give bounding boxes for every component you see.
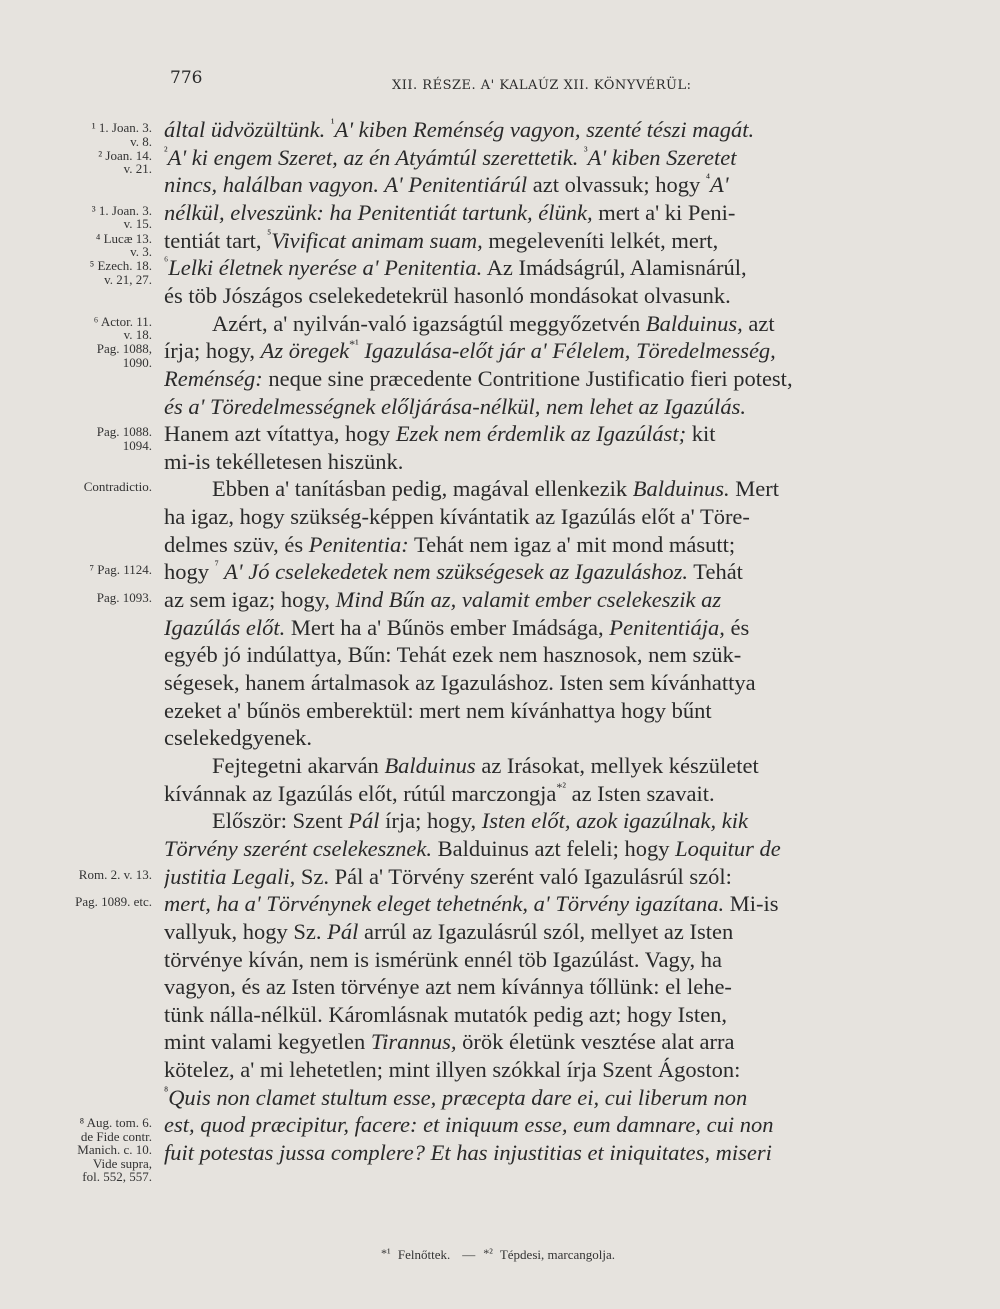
text-span: tentiát tart,: [164, 227, 268, 253]
italic-text: Balduinus,: [645, 310, 743, 336]
italic-text: A' kiben Szeretet: [587, 144, 737, 170]
text-span: Tehát nem igaz a' mit mond másutt;: [408, 531, 736, 557]
text-line: [212, 808, 877, 834]
footnotes: [0, 1247, 1000, 1263]
text-line: [164, 1140, 877, 1166]
text-span: kit: [686, 421, 716, 447]
text-line: [164, 1085, 877, 1111]
text-line: [164, 504, 877, 530]
text-span: Hanem azt vítattya, hogy: [164, 421, 396, 447]
reference-mark: ²: [164, 144, 168, 158]
footnote-text: Tépdesi, marcangolja.: [496, 1247, 615, 1262]
reference-mark: ³: [583, 144, 588, 158]
text-line: [164, 449, 877, 475]
italic-text: Penitentiája,: [609, 614, 725, 640]
text-span: vagyon, és az Isten törvénye azt nem kívánnya tőllünk: el lehe-: [164, 974, 732, 1000]
text-line: [164, 864, 877, 890]
italic-text: A' kiben Reménség vagyon, szenté tészi magát.: [334, 117, 755, 142]
text-span: tünk nálla-nélkül. Káromlásnak mutatók pedig azt; hogy Isten,: [164, 1001, 727, 1027]
text-line: [164, 642, 877, 668]
text-line: [164, 836, 877, 862]
footnote-mark: *²: [483, 1246, 493, 1260]
text-line: [164, 1112, 877, 1138]
text-line: [164, 283, 877, 309]
italic-text: est, quod præcipitur, facere: et iniquum esse, eum damnare, cui non: [164, 1112, 774, 1138]
text-line: [164, 394, 877, 420]
text-span: az Irásokat, mellyek készületet: [475, 752, 759, 778]
text-line: [164, 421, 877, 447]
text-line: [164, 228, 877, 254]
italic-text: Ezek nem érdemlik az Igazúlást;: [395, 421, 687, 447]
text-span: megeleveníti lelkét, mert,: [482, 227, 719, 253]
text-line: [164, 200, 877, 226]
italic-text: Tirannus,: [370, 1029, 457, 1055]
italic-text: által üdvözültünk.: [164, 117, 331, 142]
text-span: és töb Jószágos cselekedetekrül hasonló mondásokat olvasunk.: [164, 282, 731, 308]
text-span: Azért, a' nyilván-való igazságtúl meggyőzetvén: [212, 310, 646, 336]
italic-text: Igazúlás előt.: [164, 614, 286, 640]
text-span: cselekedgyenek.: [164, 725, 313, 751]
margin-note: ⁴ Lucæ 13. v. 3.: [95, 230, 152, 260]
italic-text: mert, ha a' Törvénynek eleget tehetnénk, a' Törvény igazítana.: [164, 891, 725, 917]
italic-text: justitia Legali,: [164, 863, 296, 889]
italic-text: Quis non clamet stultum esse, præcepta dare ei, cui liberum non: [168, 1084, 748, 1110]
italic-text: A': [710, 172, 729, 198]
margin-note: ⁶ Actor. 11. v. 18.: [93, 313, 152, 343]
text-line: [164, 532, 877, 558]
reference-mark: ⁴: [705, 172, 711, 186]
page-number: 776: [170, 68, 203, 88]
italic-text: Balduinus.: [632, 476, 730, 502]
text-span: Először: Szent: [212, 808, 349, 834]
margin-note: Pag. 1093.: [96, 590, 152, 606]
text-line: [164, 145, 877, 171]
text-span: Tehát: [688, 559, 743, 585]
text-line: [164, 781, 877, 807]
text-line: [164, 891, 877, 917]
text-line: [164, 117, 877, 143]
text-span: Az Imádságrúl, Alamisnárúl,: [482, 255, 747, 281]
page-header: [0, 62, 1000, 102]
text-span: ha igaz, hogy szükség-képpen kívántatik az Igazúlás előt a' Töre-: [164, 504, 750, 530]
margin-note: Pag. 1088. 1094.: [96, 424, 152, 453]
footnote: [381, 1247, 454, 1262]
italic-text: Mind Bűn az, valamit ember cselekeszik az: [335, 587, 722, 613]
reference-mark: ¹: [330, 117, 335, 130]
text-span: törvénye kíván, nem is ismérünk ennél töb Igazúlást. Vagy, ha: [164, 946, 722, 972]
text-span: és: [724, 614, 750, 640]
text-span: Balduinus azt feleli; hogy: [432, 835, 676, 861]
text-line: [164, 338, 877, 364]
italic-text: Loquitur de: [675, 835, 781, 861]
running-head: XII. RÉSZE. A' KALAÚZ XII. KÖNYVÉRÜL:: [392, 78, 692, 93]
text-span: örök életünk vesztése alat arra: [456, 1029, 735, 1055]
italic-text: A' ki engem Szeret, az én Atyámtúl szerettetik.: [167, 144, 584, 170]
text-span: Mert ha a' Bűnös ember Imádsága,: [285, 614, 610, 640]
text-span: hogy: [164, 559, 215, 585]
text-span: neque sine præcedente Contritione Justificatio fieri potest,: [262, 365, 793, 391]
footnote-mark: *¹: [381, 1246, 391, 1260]
italic-text: nélkül, elveszünk: ha Penitentiát tartunk, élünk,: [164, 199, 593, 225]
footnote-separator: —: [462, 1247, 476, 1262]
text-line: [164, 559, 877, 585]
text-line: [164, 366, 877, 392]
reference-mark: ⁷: [214, 559, 219, 573]
italic-text: Az öregek: [260, 338, 350, 364]
reference-mark: *¹: [349, 338, 359, 352]
margin-note: ¹ 1. Joan. 3. v. 8.: [91, 120, 152, 149]
text-span: ségesek, hanem ártalmasok az Igazuláshoz. Isten sem kívánhattya: [164, 670, 756, 695]
reference-mark: ⁶: [164, 255, 169, 269]
text-span: írja; hogy,: [164, 338, 261, 364]
footnote-text: Felnőttek.: [394, 1247, 451, 1262]
text-line: [164, 947, 877, 973]
italic-text: Igazulása-előt jár a' Félelem, Töredelmesség,: [358, 338, 776, 364]
margin-note: Pag. 1089. etc.: [75, 894, 152, 910]
text-line: [164, 1002, 877, 1028]
italic-text: Lelki életnek nyerése a' Penitentia.: [168, 255, 483, 281]
text-span: Sz. Pál a' Törvény szerént való Igazulásrúl szól:: [295, 863, 732, 889]
italic-text: Penitentia:: [308, 531, 409, 557]
text-line: [164, 670, 877, 696]
italic-text: Balduinus: [384, 752, 476, 778]
text-line: [212, 476, 877, 502]
footnote: [483, 1247, 619, 1262]
text-line: [164, 615, 877, 641]
italic-text: A' Jó cselekedetek nem szükségesek az Igazuláshoz.: [218, 559, 689, 585]
text-span: ezeket a' bűnös emberektül: mert nem kívánhattya hogy bűnt: [164, 697, 712, 723]
reference-mark: ⁵: [267, 227, 272, 241]
text-line: [164, 1029, 877, 1055]
text-span: delmes szüv, és: [164, 531, 309, 557]
text-span: Ebben a' tanításban pedig, magával ellenkezik: [212, 476, 633, 502]
text-line: [164, 919, 877, 945]
text-span: Mert: [729, 476, 780, 502]
margin-note: ³ 1. Joan. 3. v. 15.: [91, 202, 152, 232]
italic-text: Törvény szerént cselekesznek.: [164, 835, 433, 861]
text-span: mi-is tekélletesen hiszünk.: [164, 448, 404, 474]
margin-note: ⁷ Pag. 1124.: [89, 562, 152, 578]
italic-text: fuit potestas jussa complere? Et has injustitias et iniquitates, miseri: [164, 1140, 772, 1166]
italic-text: Pál: [348, 808, 380, 834]
italic-text: nincs, halálban vagyon. A' Penitentiárúl: [164, 172, 528, 198]
text-span: azt: [742, 310, 775, 336]
text-line: [164, 974, 877, 1000]
text-span: arrúl az Igazulásrúl szól, mellyet az Isten: [358, 918, 734, 944]
margin-note: ⁵ Ezech. 18. v. 21, 27.: [89, 258, 152, 287]
text-span: Mi-is: [724, 891, 779, 917]
margin-note: ⁸ Aug. tom. 6. de Fide contr. Manich. c. 10. Vide supra, fol. 552, 557.: [77, 1115, 152, 1185]
text-line: [164, 172, 877, 198]
text-span: írja; hogy,: [379, 808, 482, 834]
reference-mark: *²: [556, 780, 566, 794]
text-span: kívánnak az Igazúlás előt, rútúl marczongja: [164, 780, 557, 806]
text-span: mert a' ki Peni-: [592, 199, 736, 225]
text-line: [212, 311, 877, 337]
italic-text: és a' Töredelmességnek előljárása-nélkül, nem lehet az Igazúlás.: [164, 393, 746, 419]
text-line: [164, 587, 877, 613]
text-line: [164, 725, 877, 751]
text-line: [212, 753, 877, 779]
margin-note: Contradictio.: [83, 479, 152, 495]
text-span: azt olvassuk; hogy: [527, 172, 706, 198]
text-span: mint valami kegyetlen: [164, 1029, 371, 1055]
text-span: Fejtegetni akarván: [212, 752, 385, 778]
text-span: egyéb jó indúlattya, Bűn: Tehát ezek nem hasznosok, nem szük-: [164, 642, 742, 668]
text-line: [164, 1057, 877, 1083]
reference-mark: ⁸: [164, 1084, 169, 1098]
text-span: az sem igaz; hogy,: [164, 587, 336, 613]
text-span: kötelez, a' mi lehetetlen; mint illyen szókkal írja Szent Ágoston:: [164, 1057, 741, 1083]
text-span: az Isten szavait.: [565, 780, 715, 806]
text-line: [164, 698, 877, 724]
italic-text: Pál: [327, 918, 359, 944]
margin-note: ² Joan. 14. v. 21.: [98, 147, 152, 177]
italic-text: Vivificat animam suam,: [271, 227, 483, 253]
italic-text: Isten előt, azok igazúlnak, kik: [481, 808, 748, 834]
margin-note: Rom. 2. v. 13.: [78, 866, 152, 882]
text-line: [164, 255, 877, 281]
text-span: vallyuk, hogy Sz.: [164, 918, 328, 944]
margin-note: Pag. 1088, 1090.: [96, 341, 152, 370]
italic-text: Reménség:: [164, 365, 263, 391]
